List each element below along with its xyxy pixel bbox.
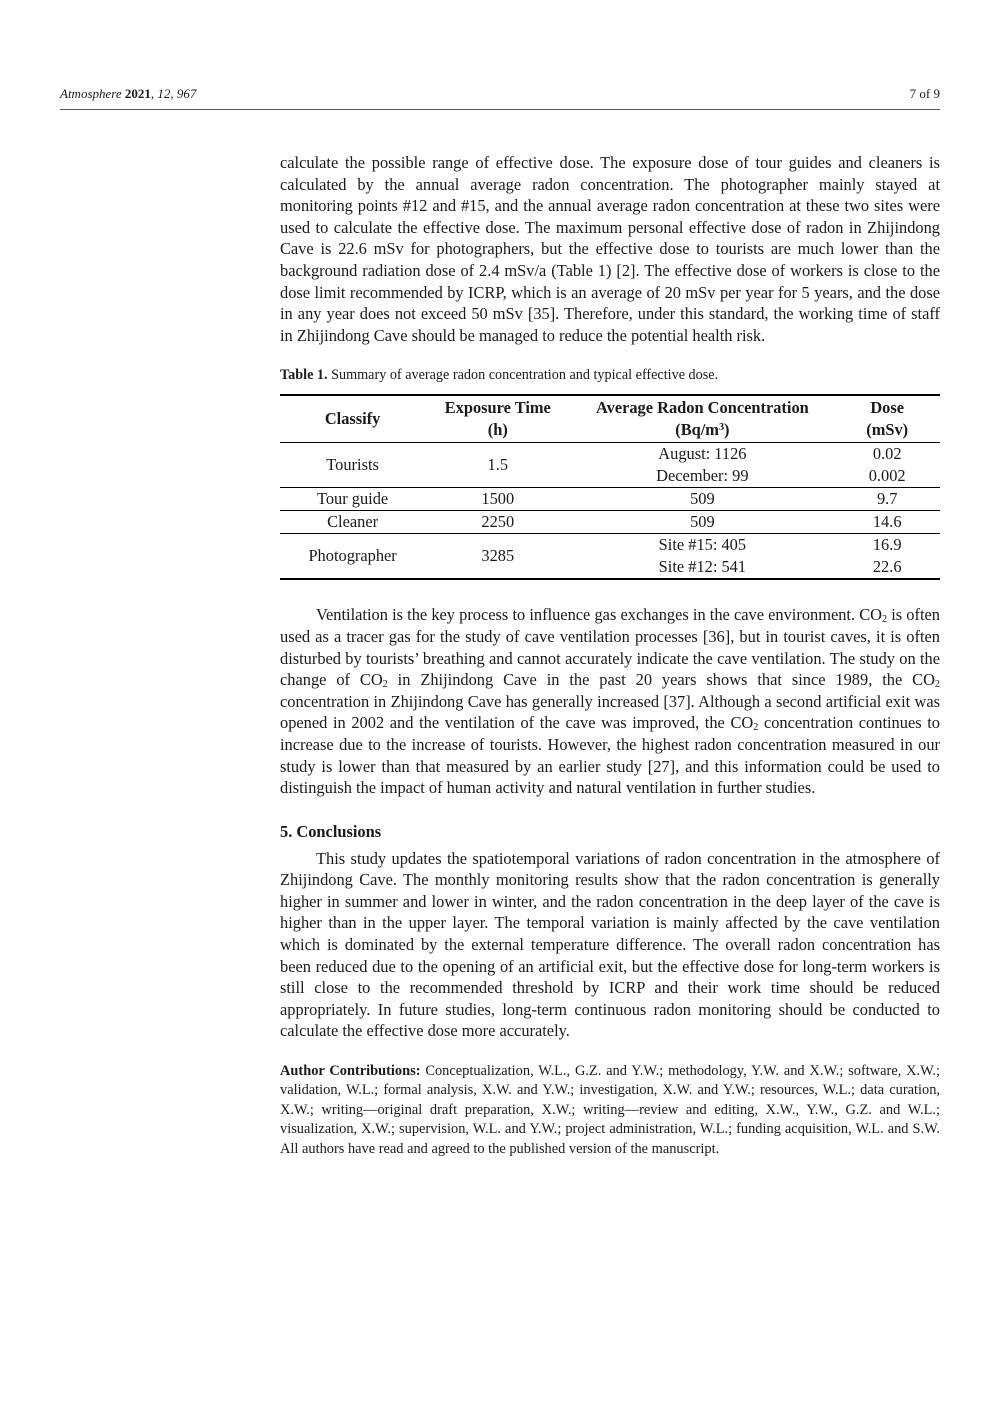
section-heading-conclusions: 5. Conclusions (280, 821, 382, 841)
table-header-row (280, 395, 940, 443)
journal-year: 2021 (124, 86, 151, 101)
cell-photographer-dose-1: 16.9 (872, 535, 902, 555)
main-content (280, 152, 940, 1159)
col-header-dose (834, 395, 940, 443)
ventilation-text-5: concentration continues to increase due to the increase of tourists. However, the highest radon concentration measured in our study is lower than that measured by an earlier study [27], and this information could be used to distinguish the impact of human activity and natural ventilation in further studies. (280, 713, 940, 798)
cell-tourists-conc-1: August: 1126 (658, 444, 747, 464)
cell-photographer-time: 3285 (481, 546, 515, 566)
co2-subscript: 2 (382, 679, 388, 691)
col-header-radon-line1: Average Radon Concentration (596, 398, 809, 418)
running-header (60, 86, 940, 110)
journal-name: Atmosphere (60, 86, 122, 101)
col-header-exposure-line2: (h) (487, 420, 508, 440)
cell-tourguide-dose: 9.7 (834, 488, 940, 511)
author-contributions (280, 1062, 940, 1159)
cell-cleaner-classify: Cleaner (280, 511, 425, 534)
co2-subscript: 2 (882, 614, 888, 626)
cell-tourguide-conc: 509 (570, 488, 834, 511)
cell-tourguide-time: 1500 (425, 488, 570, 511)
col-header-dose-line2: (mSv) (866, 420, 909, 440)
cell-photographer-dose-2: 22.6 (872, 557, 902, 577)
cell-tourists-dose-2: 0.002 (834, 465, 940, 488)
co2-subscript: 2 (934, 679, 940, 691)
cell-photographer-conc-1: Site #15: 405 (658, 535, 747, 555)
cell-tourists-time: 1.5 (425, 443, 570, 488)
ventilation-text-1: Ventilation is the key process to influence gas exchanges in the cave environment. CO (316, 605, 882, 625)
table-label: Table 1. (280, 367, 328, 384)
table-caption-text: Summary of average radon concentration and typical effective dose. (327, 367, 719, 384)
ventilation-text-2: is often used as a tracer gas for the study of cave ventilation processes [36], but in tourist caves, it is often disturbed by tourists’ breathing and cannot accurately indicate the cave ventilation. The study on the change of CO (280, 605, 940, 690)
table-row-tourists-august (280, 443, 940, 466)
table-row-tour-guide (280, 488, 940, 511)
cell-photographer-classify: Photographer (308, 546, 397, 566)
paragraph-conclusions: This study updates the spatiotemporal variations of radon concentration in the atmosphere of Zhijindong Cave. The monthly monitoring results show that the radon concentration is generally higher in summer and lower in winter, and the radon concentration in the deep layer of the cave is higher than in the upper layer. The temporal variation is mainly affected by the cave ventilation which is dominated by the external temperature difference. The overall radon concentration has been reduced due to the opening of an artificial exit, but the effective dose for long-term workers is still close to the recommended threshold by ICRP and their work time should be reduced appropriately. In future studies, long-term continuous radon monitoring should be conducted to calculate the effective dose more accurately. (280, 848, 940, 1041)
paragraph-effective-dose: calculate the possible range of effective dose. The exposure dose of tour guides and cleaners is calculated by the annual average radon concentration. The photographer mainly stayed at monitoring points #12 and #15, and the annual average radon concentration at these two sites were used to calculate the effective dose. The maximum personal effective dose of radon in Zhijindong Cave is 22.6 mSv for photographers, but the effective dose to tourists are much lower than the background radiation dose of 2.4 mSv/a (Table 1) [2]. The effective dose of workers is close to the dose limit recommended by ICRP, which is an average of 20 mSv per year for 5 years, and the dose in any year does not exceed 50 mSv [35]. Therefore, under this standard, the working time of staff in Zhijindong Cave should be managed to reduce the potential health risk. (280, 153, 940, 345)
cell-photographer-conc-2: Site #12: 541 (658, 557, 747, 577)
cell-tourists-dose-1: 0.02 (872, 444, 902, 464)
ventilation-text-4: concentration in Zhijindong Cave has generally increased [37]. Although a second artificial exit was opened in 2002 and the ventilation of the cave was improved, the CO (280, 691, 940, 733)
co2-subscript: 2 (753, 722, 759, 734)
col-header-radon-close: ) (724, 420, 730, 440)
cell-tourguide-classify: Tour guide (280, 488, 425, 511)
col-header-radon-unit: (Bq/m (675, 420, 719, 440)
journal-citation (60, 86, 196, 102)
paragraph-ventilation (280, 604, 940, 798)
radon-dose-table (280, 394, 940, 580)
cell-cleaner-dose: 14.6 (834, 511, 940, 534)
ventilation-text-3: in Zhijindong Cave in the past 20 years shows that since 1989, the CO (387, 670, 935, 690)
author-contributions-text: Conceptualization, W.L., G.Z. and Y.W.; methodology, Y.W. and X.W.; software, X.W.; validation, W.L.; formal analysis, X.W. and Y.W.; investigation, X.W. and Y.W.; resources, W.L.; data curation, X.W.; writing—original draft preparation, X.W.; writing—review and editing, X.W., Y.W., G.Z. and W.L.; visualization, X.W.; supervision, W.L. and Y.W.; project administration, W.L.; funding acquisition, W.L. and S.W. All authors have read and agreed to the published version of the manuscript. (280, 1063, 940, 1157)
table-caption (280, 366, 940, 384)
col-header-radon (570, 395, 834, 443)
author-contributions-label: Author Contributions: (280, 1063, 421, 1080)
cell-cleaner-time: 2250 (425, 511, 570, 534)
col-header-dose-line1: Dose (870, 398, 905, 418)
col-header-exposure-line1: Exposure Time (444, 398, 551, 418)
journal-volume: , 12, 967 (150, 86, 197, 101)
col-header-radon-sup: 3 (718, 422, 725, 434)
col-header-exposure (425, 395, 570, 443)
cell-tourists-classify: Tourists (280, 443, 425, 488)
col-header-classify: Classify (280, 395, 425, 443)
cell-tourists-conc-2: December: 99 (570, 465, 834, 488)
page-number: 7 of 9 (909, 86, 940, 101)
table-row-photographer-site15 (280, 534, 940, 557)
table-row-cleaner (280, 511, 940, 534)
cell-cleaner-conc: 509 (570, 511, 834, 534)
